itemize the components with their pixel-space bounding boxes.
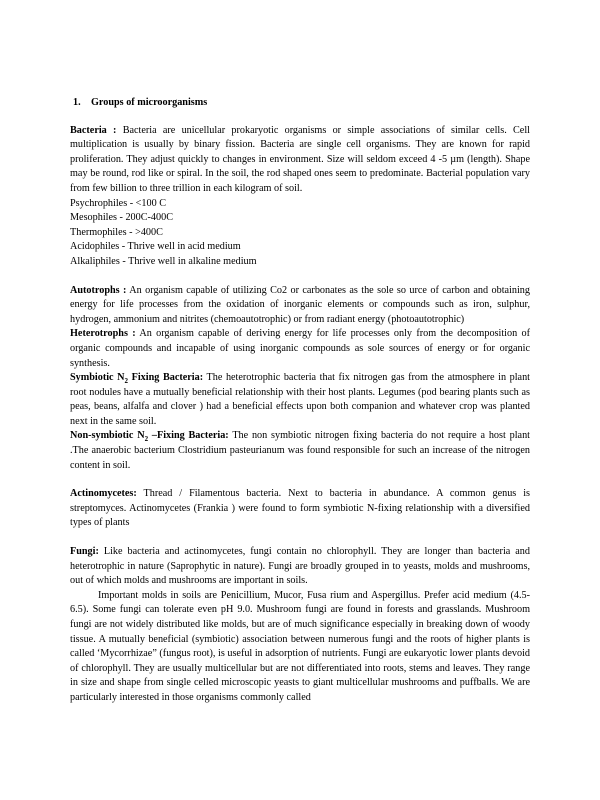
symbiotic-term-a: Symbiotic N [70,372,125,384]
fungi-paragraph [70,545,530,589]
bacteria-paragraph [70,124,530,197]
symbiotic-term-sub: 2 [124,377,129,386]
list-item: Thermophiles - >400C [70,226,163,238]
symbiotic-term [70,372,204,386]
bacteria-term: Bacteria : [70,124,117,136]
list-item: Alkaliphiles - Thrive well in alkaline medium [70,255,257,267]
nonsymbiotic-text: The non symbiotic nitrogen fixing bacteria do not require a host plant .The anaerobic bacterium Clostridium pasteurianum was found responsible for such an increase of the nitrogen content in soil. [70,430,530,471]
heterotrophs-term: Heterotrophs : [70,328,136,340]
fungi-paragraph-2: Important molds in soils are Penicillium, Mucor, Fusa rium and Aspergillus. Prefer acid medium (4.5-6.5). Some fungi can tolerate even pH 9.0. Mushroom fungi are found in forests and grasslands. Mushroom fungi are not widely distributed like molds, but are of much significance especially in breaking down of woody tissue. A mutually beneficial (symbiotic) association between numerous fungi and the roots of higher plants is called ‘Mycorrhizae” (fungus root), is useful in adsorption of nutrients. Fungi are eukaryotic lower plants devoid of chlorophyll. They are usually multicellular but are not differentiated into roots, stems and leaves. They range in size and shape from single celled microscopic yeasts to giant multicellular mushrooms and puffballs. We are particularly interested in those organisms commonly called [70,589,530,703]
actinomycetes-text: Thread / Filamentous bacteria. Next to bacteria in abundance. A common genus is streptomyces. Actinomycetes (Frankia ) were found to form symbiotic N-fixing relationship with a diversified types of plants [70,488,530,529]
heterotrophs-paragraph [70,327,530,371]
autotrophs-paragraph [70,284,530,328]
autotrophs-term: Autotrophs : [70,284,127,296]
fungi-text: Like bacteria and actinomycetes, fungi contain no chlorophyll. They are longer than bacteria and heterotrophic in nature (Saprophytic in nature). Fungi are broadly grouped in to yeasts, molds and mushrooms, out of which molds and mushrooms are important in soils. [70,546,530,587]
symbiotic-text: The heterotrophic bacteria that fix nitrogen gas from the atmosphere in plant root nodules have a mutually beneficial relationship with their host plants. Legumes (pod bearing plants such as peas, beans, alfalfa and clover ) had a beneficial effects upon both companion and whatever crop was planted next in the same soil. [70,372,530,427]
actinomycetes-term: Actinomycetes: [70,488,137,500]
symbiotic-paragraph [70,371,530,429]
actinomycetes-paragraph [70,487,530,531]
heterotrophs-text: An organism capable of deriving energy for life processes only from the decomposition of organic compounds and incapable of using inorganic compounds as sole sources of energy or for organic synthesis. [70,328,530,369]
list-item: Psychrophiles - <100 C [70,197,167,209]
symbiotic-term-b: Fixing Bacteria: [128,372,204,384]
section-title: Groups of microorganisms [91,97,208,108]
document-page [70,96,530,706]
nonsymbiotic-term-a: Non-symbiotic N [70,430,145,442]
temperature-list [70,197,530,270]
bacteria-text: Bacteria are unicellular prokaryotic organisms or simple associations of similar cells. Cell multiplication is usually by binary fission. Bacteria are single cell organisms. They are known for rapid proliferation. They adjust quickly to changes in environment. Size will seldom exceed 4 -5 µm (length). Shape may be round, rod like or spiral. In the soil, the rod shaped ones seem to predominate. Bacterial population vary from few billion to three trillion in each kilogram of soil. [70,124,530,194]
list-item: Acidophiles - Thrive well in acid medium [70,241,241,253]
nonsymbiotic-term-b: –Fixing Bacteria: [148,430,229,442]
section-number: 1. [73,97,81,108]
section-heading [70,96,530,111]
nonsymbiotic-term-sub: 2 [144,435,149,444]
fungi-term: Fungi: [70,546,99,558]
nonsymbiotic-term [70,430,229,444]
autotrophs-text: An organism capable of utilizing Co2 or carbonates as the sole so urce of carbon and obtaining energy for life processes from the oxidation of inorganic elements or compounds such as iron, sulphur, hydrogen, ammonium and nitrites (chemoautotrophic) or from radiant energy (photoautotrophic) [70,284,530,325]
nonsymbiotic-paragraph [70,429,530,473]
list-item: Mesophiles - 200C-400C [70,212,174,224]
